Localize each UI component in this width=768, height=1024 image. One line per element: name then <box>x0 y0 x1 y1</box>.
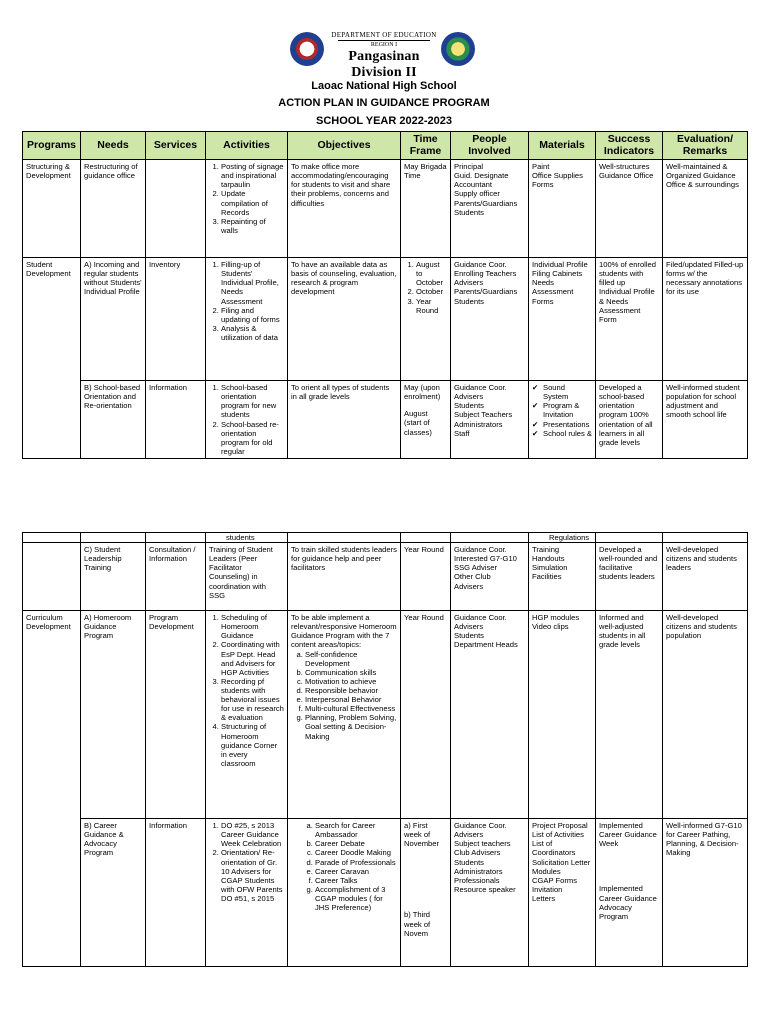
activities-cell: students <box>206 533 288 543</box>
list-item: Filing Cabinets <box>532 269 583 279</box>
time-frame-cell <box>401 819 451 967</box>
list-item: a. Search for Career Ambassador <box>315 821 397 839</box>
list-item: Subject teachers <box>454 839 511 849</box>
list-item: 2. Filing and updating of forms <box>221 306 284 324</box>
list-item: 2. October <box>416 287 447 296</box>
program-cell: Structuring & Development <box>23 160 81 258</box>
list-item: 3. Analysis & utilization of data <box>221 324 284 342</box>
list-item: Club Advisers <box>454 848 501 858</box>
objectives-cell: To make office more accommodating/encouraging for students to visit and share their problems, concerns and difficulties <box>288 160 401 258</box>
activities-cell <box>206 611 288 819</box>
table-header-row <box>23 132 748 160</box>
plan-title: ACTION PLAN IN GUIDANCE PROGRAM <box>278 97 490 109</box>
objectives-cell <box>288 611 401 819</box>
list-item: Facilities <box>532 572 562 582</box>
people-cell <box>451 381 529 459</box>
list-item: 1. DO #25, s 2013 Career Guidance Week Celebration <box>221 821 284 848</box>
list-item: 2. Coordinating with EsP Dept. Head and Advisers for HGP Activities <box>221 640 284 676</box>
col-materials: Materials <box>529 132 596 160</box>
materials-cell <box>529 611 596 819</box>
list-item: Enrolling Teachers <box>454 269 517 279</box>
table-row <box>23 543 748 611</box>
document-header <box>0 0 768 132</box>
program-cell: Curriculum Development <box>23 611 81 967</box>
list-item: a) First week of November <box>404 821 440 849</box>
list-item: CGAP Forms <box>532 875 578 885</box>
materials-cell <box>529 819 596 967</box>
list-item: Subject Teachers <box>454 410 513 420</box>
success-cell <box>596 819 663 967</box>
table-row <box>23 381 748 459</box>
list-item: Principal <box>454 162 484 172</box>
col-objectives: Objectives <box>288 132 401 160</box>
activities-cell: Training of Student Leaders (Peer Facilitator Counseling) in coordination with SSG <box>206 543 288 611</box>
time-frame-cell: May Brigada Time <box>401 160 451 258</box>
list-item: 1. Scheduling of Homeroom Guidance <box>221 613 284 640</box>
needs-cell: B) Career Guidance & Advocacy Program <box>81 819 146 967</box>
list-item: Parents/Guardians <box>454 287 518 297</box>
list-item: Video clips <box>532 622 569 632</box>
list-item: f. Career Talks <box>315 876 397 885</box>
list-item: Modules <box>532 866 561 876</box>
list-item: 3. Repainting of walls <box>221 217 284 235</box>
list-item: Advisers <box>454 622 484 632</box>
list-item: Simulation <box>532 563 568 573</box>
objectives-intro: To be able implement a relevant/responsive Homeroom Guidance Program with the 7 content areas/topics: <box>291 613 397 650</box>
list-item: Implemented Career Guidance Advocacy Program <box>599 884 657 921</box>
list-item: Project Proposal <box>532 821 588 831</box>
list-item: 3. Recording pf students with behavioral issues for use in research & evaluation <box>221 677 284 723</box>
time-frame-cell: Year Round <box>401 611 451 819</box>
activities-cell <box>206 381 288 459</box>
list-item: Individual Profile <box>532 260 588 270</box>
services-cell: Inventory <box>146 258 206 381</box>
list-item: Invitation <box>532 884 563 894</box>
school-year: SCHOOL YEAR 2022-2023 <box>316 115 452 127</box>
list-item: Guidance Coor. <box>454 260 507 270</box>
evaluation-cell: Well-developed citizens and students leaders <box>663 543 748 611</box>
division-letterhead <box>330 31 438 81</box>
list-item: d. Parade of Professionals <box>315 858 397 867</box>
table-row <box>23 258 748 381</box>
list-item: Students <box>454 631 484 641</box>
list-item: Advisers <box>454 278 484 288</box>
list-item: 1. Posting of signage and inspirational tarpaulin <box>221 162 284 189</box>
objectives-cell: To orient all types of students in all grade levels <box>288 381 401 459</box>
list-item: Administrators <box>454 866 503 876</box>
needs-cell: Restructuring of guidance office <box>81 160 146 258</box>
services-cell: Consultation / Information <box>146 543 206 611</box>
list-item: List of Coordinators <box>532 839 576 858</box>
evaluation-cell: Well-informed G7-G10 for Career Pathing, Planning, & Decision-Making <box>663 819 748 967</box>
list-item: ✔ Sound System <box>543 383 592 401</box>
list-item: Advisers <box>454 392 484 402</box>
evaluation-cell: Well-informed student population for school adjustment and smooth school life <box>663 381 748 459</box>
list-item: Accountant <box>454 180 492 190</box>
needs-cell: B) School-based Orientation and Re-orientation <box>81 381 146 459</box>
list-item: c. Career Doodle Making <box>315 848 397 857</box>
evaluation-cell: Filed/updated Filled-up forms w/ the necessary annotations for its use <box>663 258 748 381</box>
list-item: HGP modules <box>532 613 580 623</box>
list-item: May (upon enrolment) <box>404 383 441 402</box>
evaluation-cell: Well-maintained & Organized Guidance Office & surroundings <box>663 160 748 258</box>
list-item: Parents/Guardians <box>454 198 518 208</box>
table-row <box>23 819 748 967</box>
list-item: b) Third week of Novem <box>404 910 431 938</box>
table-row <box>23 160 748 258</box>
services-cell: Information <box>146 381 206 459</box>
time-frame-cell: Year Round <box>401 543 451 611</box>
program-cell: Student Development <box>23 258 81 459</box>
materials-cell <box>529 160 596 258</box>
list-item: Administrators <box>454 419 503 429</box>
objectives-cell: To train skilled students leaders for guidance help and peer facilitators <box>288 543 401 611</box>
list-item: Office Supplies <box>532 171 583 181</box>
list-item: a. Self-confidence Development <box>305 650 397 668</box>
time-frame-cell <box>401 381 451 459</box>
list-item: Letters <box>532 893 556 903</box>
list-item: g. Accomplishment of 3 CGAP modules ( for JHS Preference) <box>315 885 397 912</box>
school-name: Laoac National High School <box>311 80 457 92</box>
list-item: Students <box>454 857 484 867</box>
list-item: Implemented Career Guidance Week <box>599 821 657 849</box>
list-item: Professionals <box>454 875 500 885</box>
list-item: Resource speaker <box>454 884 516 894</box>
list-item: 1. School-based orientation program for new students <box>221 383 284 419</box>
people-cell <box>451 819 529 967</box>
region-name: REGION I <box>338 40 430 48</box>
people-cell <box>451 543 529 611</box>
people-cell <box>451 611 529 819</box>
list-item: c. Motivation to achieve <box>305 677 397 686</box>
list-item: Guidance Coor. <box>454 383 507 393</box>
list-item: 4. Structuring of Homeroom guidance Corner in every classroom <box>221 722 284 768</box>
table-row <box>23 611 748 819</box>
people-cell <box>451 160 529 258</box>
list-item: e. Career Caravan <box>315 867 397 876</box>
col-success-indicators: Success Indicators <box>596 132 663 160</box>
success-cell: Developed a school-based orientation program 100% orientation of all learners in all grade levels <box>596 381 663 459</box>
list-item: Staff <box>454 428 470 438</box>
people-cell <box>451 258 529 381</box>
success-cell: Developed a well-rounded and facilitative students leaders <box>596 543 663 611</box>
list-item: 1. August to October <box>416 260 447 287</box>
materials-cell <box>529 381 596 459</box>
list-item: Supply officer <box>454 189 500 199</box>
needs-cell: C) Student Leadership Training <box>81 543 146 611</box>
activities-cell <box>206 258 288 381</box>
list-item: August (start of classes) <box>404 409 432 437</box>
list-item: 3. Year Round <box>416 297 447 315</box>
list-item: d. Responsible behavior <box>305 686 397 695</box>
list-item: Advisers <box>454 830 484 840</box>
col-evaluation-remarks: Evaluation/ Remarks <box>663 132 748 160</box>
list-item: g. Planning, Problem Solving, Goal setting & Decision-Making <box>305 713 397 740</box>
time-frame-cell <box>401 258 451 381</box>
list-item: Students <box>454 296 484 306</box>
list-item: 1. Filling-up of Students' Individual Profile, Needs Assessment <box>221 260 284 306</box>
list-item: SSG Adviser <box>454 563 498 573</box>
list-item: e. Interpersonal Behavior <box>305 695 397 704</box>
services-cell <box>146 160 206 258</box>
success-cell: 100% of enrolled students with filled up Individual Profile & Needs Assessment Form <box>596 258 663 381</box>
list-item: 2. Orientation/ Re-orientation of Gr. 10 Advisers for CGAP Students with OFW Parents DO #51, s 2015 <box>221 848 284 903</box>
list-item: b. Career Debate <box>315 839 397 848</box>
list-item: Guidance Coor. <box>454 545 507 555</box>
list-item: Solicitation Letter <box>532 857 591 867</box>
list-item: Students <box>454 207 484 217</box>
col-activities: Activities <box>206 132 288 160</box>
list-item: Forms <box>532 180 554 190</box>
division-name: Pangasinan Division II <box>348 49 420 80</box>
list-item: b. Communication skills <box>305 668 397 677</box>
list-item: Guid. Designate <box>454 171 509 181</box>
activities-cell <box>206 160 288 258</box>
services-cell: Program Development <box>146 611 206 819</box>
action-plan-table-page-2 <box>22 532 748 967</box>
services-cell: Information <box>146 819 206 967</box>
list-item: Other Club <box>454 572 491 582</box>
col-programs: Programs <box>23 132 81 160</box>
activities-cell <box>206 819 288 967</box>
division-seal-icon <box>441 32 475 66</box>
action-plan-table-page-1 <box>22 131 748 459</box>
list-item: f. Multi-cultural Effectiveness <box>305 704 397 713</box>
objectives-cell: To have an available data as basis of counseling, evaluation, research & program development <box>288 258 401 381</box>
materials-cell <box>529 258 596 381</box>
needs-cell: A) Homeroom Guidance Program <box>81 611 146 819</box>
dept-name: DEPARTMENT OF EDUCATION <box>331 31 437 39</box>
col-time-frame: Time Frame <box>401 132 451 160</box>
success-cell: Informed and well-adjusted students in all grade levels <box>596 611 663 819</box>
needs-cell: A) Incoming and regular students without Students' Individual Profile <box>81 258 146 381</box>
list-item: Department Heads <box>454 640 518 650</box>
list-item: 2. School-based re-orientation program for old regular <box>221 420 284 456</box>
list-item: ✔ Presentations <box>543 420 592 429</box>
col-people-involved: People Involved <box>451 132 529 160</box>
col-services: Services <box>146 132 206 160</box>
materials-cell <box>529 543 596 611</box>
list-item: Guidance Coor. <box>454 821 507 831</box>
deped-seal-icon <box>290 32 324 66</box>
evaluation-cell: Well-developed citizens and students population <box>663 611 748 819</box>
list-item: List of Activities <box>532 830 584 840</box>
col-needs: Needs <box>81 132 146 160</box>
list-item: ✔ Program & Invitation <box>543 401 592 419</box>
list-item: Training <box>532 545 560 555</box>
list-item: Advisers <box>454 581 484 591</box>
table-row-continuation <box>23 533 748 543</box>
list-item: Guidance Coor. <box>454 613 507 623</box>
list-item: Paint <box>532 162 550 172</box>
materials-cell: Regulations <box>529 533 596 543</box>
objectives-cell <box>288 819 401 967</box>
list-item: ✔ School rules & <box>543 429 592 438</box>
list-item: Interested G7-G10 <box>454 554 517 564</box>
list-item: Handouts <box>532 554 565 564</box>
list-item: Needs Assessment Forms <box>532 278 574 306</box>
list-item: Students <box>454 401 484 411</box>
success-cell: Well-structures Guidance Office <box>596 160 663 258</box>
list-item: 2. Update compilation of Records <box>221 189 284 216</box>
